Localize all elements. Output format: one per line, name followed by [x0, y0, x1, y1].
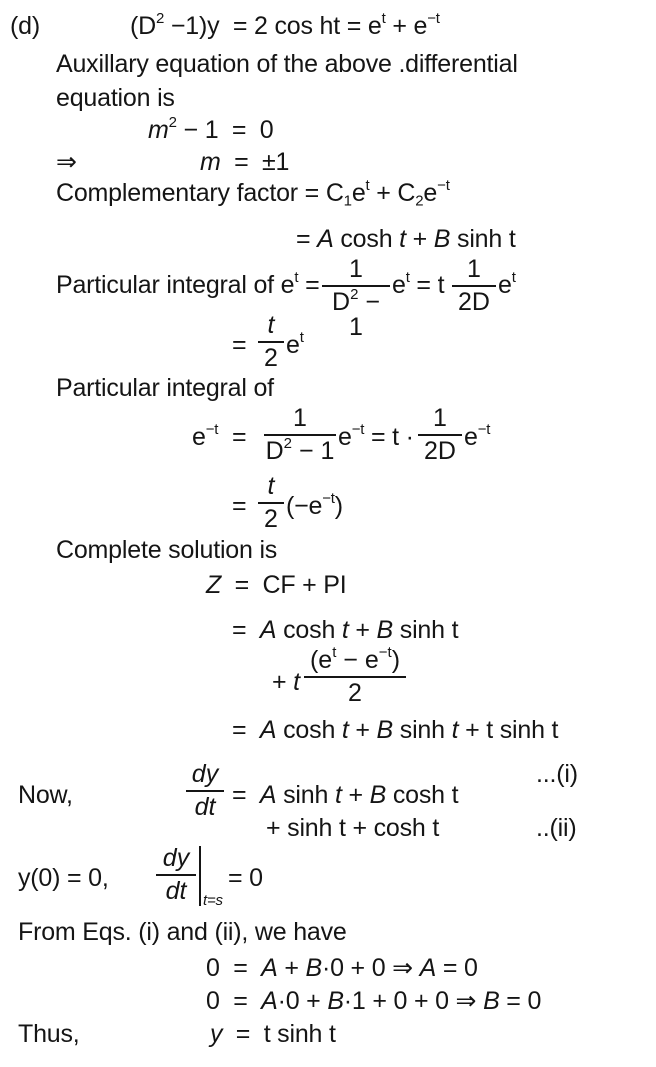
- pi2-middle: $e^{-t} = t$ ·: [338, 421, 414, 451]
- now-rhs-2: + sinh t + cosh t: [266, 814, 440, 842]
- aux-roots: m = ±1: [200, 148, 290, 176]
- thus-label: Thus,: [18, 1020, 80, 1048]
- now-derivative: dy dt: [186, 762, 224, 820]
- complete-line2: = A cosh t + B sinh t: [232, 616, 459, 644]
- from-eq-1: 0 = A + B·0 + 0 ⇒ A = 0: [206, 954, 478, 982]
- pi1-fraction-3: t 2: [258, 313, 284, 371]
- now-label: Now,: [18, 781, 73, 809]
- pi1-tail2: $e^t$: [286, 329, 304, 359]
- option-label: (d): [10, 12, 40, 40]
- pi2-fraction-2: 1 2D: [418, 406, 462, 464]
- condition-y0: y(0) = 0,: [18, 864, 109, 892]
- pi1-eq-sign: =: [232, 331, 247, 359]
- pi2-tail2: $(-e^{-t})$: [286, 490, 343, 520]
- complete-label: Complete solution is: [56, 536, 278, 564]
- pi2-eq-sign-2: =: [232, 492, 247, 520]
- pi2-label: Particular integral of: [56, 374, 274, 402]
- now-rhs-1: = A sinh t + B cosh t: [232, 781, 459, 809]
- equation-tag-2: ..(ii): [536, 814, 577, 842]
- pi1-fraction-2: 1 2D: [452, 257, 496, 315]
- aux-text-line2: equation is: [56, 84, 175, 112]
- complete-fraction: $(e^t - e^{-t})$ 2: [304, 648, 406, 706]
- differential-equation: $(D^2 -1)y = 2$ cos ht = $e^t + e^{-t}$: [130, 10, 440, 40]
- pi1-tail: $e^t$: [498, 269, 516, 299]
- evaluation-bar: [199, 846, 201, 906]
- aux-equation: $m^2 - 1 = 0$: [148, 114, 274, 144]
- from-eq-2: 0 = A·0 + B·1 + 0 + 0 ⇒ B = 0: [206, 987, 542, 1015]
- pi2-tail: $e^{-t}$: [464, 421, 491, 451]
- complete-plus: + t: [272, 668, 300, 696]
- complete-z: Z = CF + PI: [206, 571, 347, 599]
- cf-label: Complementary factor = $C_1e^t + C_2e^{-t}$: [56, 177, 450, 210]
- from-label: From Eqs. (i) and (ii), we have: [18, 918, 347, 946]
- complete-line4: = A cosh t + B sinh t + t sinh t: [232, 716, 559, 744]
- pi1-fraction-1: 1 $D^2 - 1$: [322, 257, 390, 340]
- implies-arrow: ⇒: [56, 148, 77, 176]
- condition-derivative: dy dt: [156, 846, 196, 904]
- pi2-eq-sign: =: [232, 423, 247, 451]
- pi1-label: Particular integral of $e^t$ =: [56, 269, 320, 299]
- pi1-middle: $e^t = t$: [392, 269, 445, 299]
- pi2-fraction-1: 1 $D^2 - 1$: [265, 404, 335, 465]
- equation-tag-1: ...(i): [536, 760, 578, 788]
- pi2-fraction-3: t 2: [258, 474, 284, 532]
- condition-rhs: = 0: [228, 864, 263, 892]
- cf-result: = A cosh t + B sinh t: [296, 225, 516, 253]
- aux-text-line1: Auxillary equation of the above .differential: [56, 50, 518, 78]
- pi2-lhs: $e^{-t}$: [192, 421, 219, 451]
- final-result: y = t sinh t: [210, 1020, 336, 1048]
- evaluation-subscript: t=s: [203, 892, 223, 909]
